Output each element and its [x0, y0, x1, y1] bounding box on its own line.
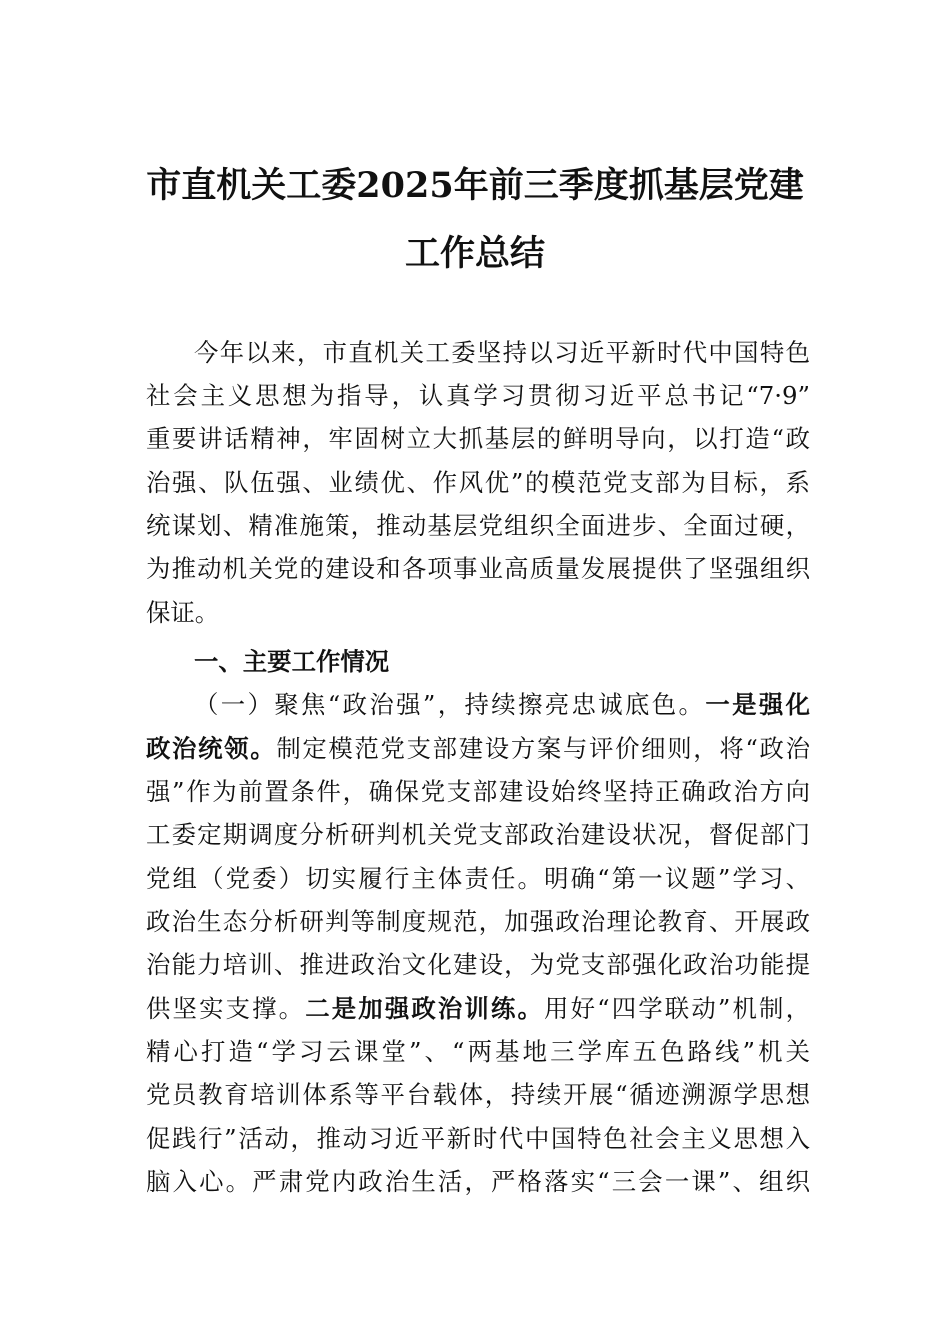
intro-line-3: 重要讲话精神，牢固树立大抓基层的鲜明导向，以打造“政: [146, 424, 810, 453]
intro-line-7: 保证。: [146, 598, 220, 627]
subsection-line-1: [194, 688, 810, 722]
subsection-line-8: [146, 992, 810, 1026]
subsection-line-3: 强”作为前置条件，确保党支部建设始终坚持正确政治方向: [146, 777, 810, 806]
intro-line-4: 治强、队伍强、业绩优、作风优”的模范党支部为目标，系: [146, 468, 810, 497]
subsection-line-12: 脑入心。严肃党内政治生活，严格落实“三会一课”、组织: [146, 1167, 810, 1196]
subsection-heading-text: （一）聚焦“政治强”，持续擦亮忠诚底色。: [194, 690, 706, 719]
subsection-line-9: 精心打造“学习云课堂”、“两基地三学库五色路线”机关: [146, 1037, 810, 1066]
subsection-line-6: 政治生态分析研判等制度规范，加强政治理论教育、开展政: [146, 907, 810, 936]
subsection-text: 制定模范党支部建设方案与评价细则，将“政治: [276, 734, 810, 763]
document-title-line-2: 工作总结: [404, 233, 545, 274]
intro-line-2: 社会主义思想为指导，认真学习贯彻习近平总书记“7·9”: [146, 381, 810, 410]
subsection-line-11: 促践行”活动，推动习近平新时代中国特色社会主义思想入: [146, 1124, 810, 1153]
subsection-line-2: [146, 732, 810, 766]
subsection-line-4: 工委定期调度分析研判机关党支部政治建设状况，督促部门: [146, 820, 810, 849]
subsection-line-7: 治能力培训、推进政治文化建设，为党支部强化政治功能提: [146, 950, 810, 979]
intro-line-6: 为推动机关党的建设和各项事业高质量发展提供了坚强组织: [146, 554, 810, 583]
section-heading: 一、主要工作情况: [194, 647, 390, 676]
intro-line-5: 统谋划、精准施策，推动基层党组织全面进步、全面过硬，: [146, 511, 810, 540]
point-one-label: 一是强化: [705, 690, 810, 719]
document-title-line-1: 市直机关工委2025年前三季度抓基层党建: [146, 165, 804, 206]
point-one-label-cont: 政治统领。: [146, 734, 277, 763]
point-two-label: 二是加强政治训练。: [305, 994, 545, 1023]
subsection-text: 用好“四学联动”机制，: [544, 994, 810, 1023]
intro-line-1: 今年以来，市直机关工委坚持以习近平新时代中国特色: [194, 338, 810, 367]
subsection-line-10: 党员教育培训体系等平台载体，持续开展“循迹溯源学思想: [146, 1080, 810, 1109]
subsection-line-5: 党组（党委）切实履行主体责任。明确“第一议题”学习、: [146, 864, 810, 893]
subsection-text: 供坚实支撑。: [146, 994, 306, 1023]
